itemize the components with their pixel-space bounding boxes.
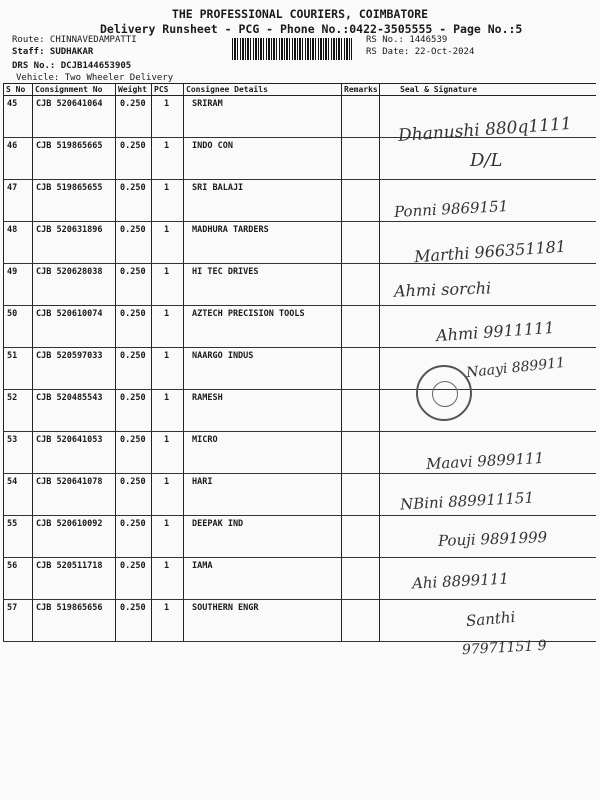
table-header-row — [4, 84, 596, 96]
col-consignee: Consignee Details — [184, 84, 342, 96]
row-weight: 0.250 — [116, 180, 152, 222]
row-consignment: CJB 519865656 — [33, 600, 116, 642]
row-remarks — [342, 390, 380, 432]
col-consignment: Consignment No — [33, 84, 116, 96]
barcode — [232, 38, 352, 60]
handwritten-signature: Ahmi sorchi — [393, 278, 492, 301]
rs-date: RS Date: 22-Oct-2024 — [366, 47, 475, 57]
company-seal — [416, 365, 472, 421]
row-consignment: CJB 520610092 — [33, 516, 116, 558]
col-remarks: Remarks — [342, 84, 380, 96]
handwritten-signature: NBini 889911151 — [399, 488, 535, 514]
row-pcs: 1 — [152, 558, 184, 600]
col-weight: Weight — [116, 84, 152, 96]
drs-number: DRS No.: DCJB144653905 — [12, 61, 132, 71]
row-remarks — [342, 474, 380, 516]
row-sno: 52 — [4, 390, 33, 432]
row-consignment: CJB 520597033 — [33, 348, 116, 390]
row-pcs: 1 — [152, 306, 184, 348]
row-pcs: 1 — [152, 96, 184, 138]
row-sno: 45 — [4, 96, 33, 138]
row-weight: 0.250 — [116, 558, 152, 600]
route-label: Route: CHINNAVEDAMPATTI — [12, 35, 137, 45]
row-consignment: CJB 520641064 — [33, 96, 116, 138]
handwritten-signature: Pouji 9891999 — [437, 528, 548, 550]
col-sno: S No — [4, 84, 33, 96]
row-weight: 0.250 — [116, 96, 152, 138]
row-remarks — [342, 558, 380, 600]
row-pcs: 1 — [152, 516, 184, 558]
rs-number: RS No.: 1446539 — [366, 35, 448, 45]
handwritten-signature: Dhanushi 880q1111 — [397, 113, 573, 147]
row-weight: 0.250 — [116, 432, 152, 474]
row-consignment: CJB 520628038 — [33, 264, 116, 306]
row-consignee: MICRO — [184, 432, 342, 474]
row-remarks — [342, 516, 380, 558]
col-seal: Seal & Signature — [380, 84, 596, 96]
row-remarks — [342, 432, 380, 474]
row-consignee: HI TEC DRIVES — [184, 264, 342, 306]
handwritten-signature: Maavi 9899111 — [425, 448, 545, 474]
runsheet-title: Delivery Runsheet - PCG - Phone No.:0422-3505555 - Page No.:5 — [100, 22, 523, 36]
vehicle-label: Vehicle: Two Wheeler Delivery — [16, 73, 174, 83]
row-consignment: CJB 520511718 — [33, 558, 116, 600]
row-sno: 57 — [4, 600, 33, 642]
table-row — [4, 390, 596, 432]
col-pcs: PCS — [152, 84, 184, 96]
row-remarks — [342, 222, 380, 264]
row-consignee: AZTECH PRECISION TOOLS — [184, 306, 342, 348]
row-sno: 48 — [4, 222, 33, 264]
row-remarks — [342, 348, 380, 390]
row-pcs: 1 — [152, 264, 184, 306]
row-remarks — [342, 306, 380, 348]
handwritten-signature: Naayi 889911 — [465, 354, 566, 382]
row-weight: 0.250 — [116, 264, 152, 306]
row-consignee: INDO CON — [184, 138, 342, 180]
row-consignee: NAARGO INDUS — [184, 348, 342, 390]
row-sno: 54 — [4, 474, 33, 516]
row-weight: 0.250 — [116, 516, 152, 558]
row-consignment: CJB 520631896 — [33, 222, 116, 264]
row-sno: 51 — [4, 348, 33, 390]
row-pcs: 1 — [152, 432, 184, 474]
row-weight: 0.250 — [116, 138, 152, 180]
row-consignee: SRI BALAJI — [184, 180, 342, 222]
row-consignee: DEEPAK IND — [184, 516, 342, 558]
row-sno: 50 — [4, 306, 33, 348]
row-pcs: 1 — [152, 390, 184, 432]
row-signature — [380, 390, 596, 432]
row-consignee: IAMA — [184, 558, 342, 600]
row-weight: 0.250 — [116, 600, 152, 642]
handwritten-signature: D/L — [470, 150, 503, 171]
row-remarks — [342, 138, 380, 180]
row-sno: 55 — [4, 516, 33, 558]
row-weight: 0.250 — [116, 348, 152, 390]
table-row — [4, 264, 596, 306]
handwritten-signature: Santhi — [465, 607, 517, 631]
row-sno: 49 — [4, 264, 33, 306]
row-weight: 0.250 — [116, 390, 152, 432]
company-title: THE PROFESSIONAL COURIERS, COIMBATORE — [171, 7, 429, 21]
row-pcs: 1 — [152, 474, 184, 516]
table-row — [4, 138, 596, 180]
row-pcs: 1 — [152, 138, 184, 180]
row-consignment: CJB 519865655 — [33, 180, 116, 222]
handwritten-signature: Ponni 9869151 — [393, 197, 509, 221]
row-remarks — [342, 264, 380, 306]
staff-label: Staff: SUDHAKAR — [12, 47, 94, 57]
row-pcs: 1 — [152, 222, 184, 264]
row-pcs: 1 — [152, 600, 184, 642]
handwritten-signature: Ahi 8899111 — [411, 569, 510, 593]
row-weight: 0.250 — [116, 474, 152, 516]
row-weight: 0.250 — [116, 222, 152, 264]
row-consignment: CJB 520610074 — [33, 306, 116, 348]
row-remarks — [342, 600, 380, 642]
row-weight: 0.250 — [116, 306, 152, 348]
row-pcs: 1 — [152, 180, 184, 222]
row-sno: 47 — [4, 180, 33, 222]
row-sno: 46 — [4, 138, 33, 180]
row-sno: 53 — [4, 432, 33, 474]
row-sno: 56 — [4, 558, 33, 600]
row-remarks — [342, 180, 380, 222]
row-consignee: HARI — [184, 474, 342, 516]
row-consignee: MADHURA TARDERS — [184, 222, 342, 264]
row-remarks — [342, 96, 380, 138]
row-consignee: SRIRAM — [184, 96, 342, 138]
row-consignee: SOUTHERN ENGR — [184, 600, 342, 642]
row-consignment: CJB 520485543 — [33, 390, 116, 432]
row-consignment: CJB 520641078 — [33, 474, 116, 516]
row-consignment: CJB 519865665 — [33, 138, 116, 180]
row-consignee: RAMESH — [184, 390, 342, 432]
handwritten-signature: 97971151 9 — [461, 637, 547, 659]
handwritten-signature: Marthi 966351181 — [413, 236, 567, 267]
row-consignment: CJB 520641053 — [33, 432, 116, 474]
handwritten-signature: Ahmi 9911111 — [435, 317, 556, 346]
row-pcs: 1 — [152, 348, 184, 390]
